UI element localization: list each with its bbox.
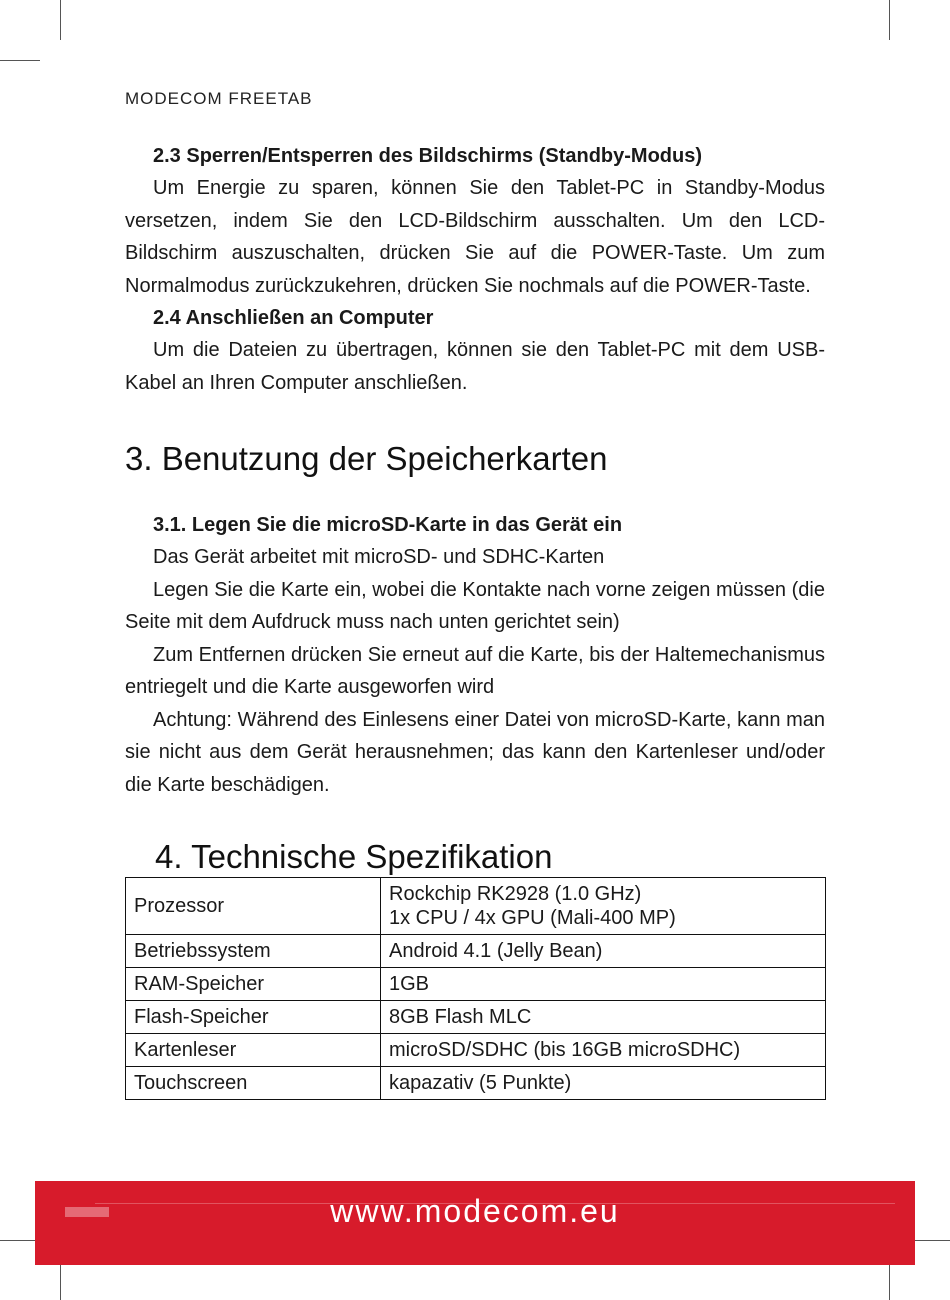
spec-label: Flash-Speicher	[126, 1001, 381, 1034]
section-2-3-title: 2.3 Sperren/Entsperren des Bildschirms (Standby-Modus)	[153, 145, 703, 167]
spec-value-line: microSD/SDHC (bis 16GB microSDHC)	[389, 1039, 741, 1061]
section-3-1-title: 3.1. Legen Sie die microSD-Karte in das Gerät ein	[153, 514, 623, 536]
spec-value	[381, 935, 826, 968]
page-content	[125, 140, 825, 1100]
table-row	[126, 935, 826, 968]
spec-value	[381, 1034, 826, 1067]
section-2-3-text: Um Energie zu sparen, können Sie den Tablet-PC in Standby-Modus versetzen, indem Sie den LCD-Bildschirm ausschalten. Um den LCD-Bildschirm auszuschalten, drücken Sie auf die POWER-Taste. Um zum Normalmodus zurückzukehren, drücken Sie nochmals auf die POWER-Taste.	[125, 177, 825, 297]
spec-value-line: 1GB	[389, 973, 430, 995]
spec-label: Kartenleser	[126, 1034, 381, 1067]
table-row	[126, 1034, 826, 1067]
spec-value-line: 8GB Flash MLC	[389, 1006, 532, 1028]
section-2-4-title: 2.4 Anschließen an Computer	[153, 307, 434, 329]
table-row	[126, 1067, 826, 1100]
section-3-1-paragraph: Das Gerät arbeitet mit microSD- und SDHC-Karten	[153, 546, 605, 568]
table-row	[126, 878, 826, 935]
crop-mark	[0, 1240, 40, 1241]
spec-value-line: kapazativ (5 Punkte)	[389, 1072, 572, 1094]
table-row	[126, 1001, 826, 1034]
crop-mark	[910, 1240, 950, 1241]
footer-url[interactable]: www.modecom.eu	[330, 1193, 620, 1229]
spec-value-line: 1x CPU / 4x GPU (Mali-400 MP)	[389, 907, 676, 929]
spec-value	[381, 968, 826, 1001]
page-header-brand: MODECOM FREETAB	[125, 89, 313, 108]
crop-mark	[889, 0, 890, 40]
spec-value	[381, 1001, 826, 1034]
section-3-1-paragraph: Zum Entfernen drücken Sie erneut auf die Karte, bis der Haltemechanismus entriegelt und die Karte ausgeworfen wird	[125, 643, 825, 698]
spec-label: Prozessor	[126, 878, 381, 935]
section-2-4-text: Um die Dateien zu übertragen, können sie den Tablet-PC mit dem USB-Kabel an Ihren Computer anschließen.	[125, 339, 825, 394]
section-3-1-paragraph: Legen Sie die Karte ein, wobei die Kontakte nach vorne zeigen müssen (die Seite mit dem Aufdruck muss nach unten gerichtet sein)	[125, 578, 825, 633]
crop-mark	[0, 60, 40, 61]
spec-table	[125, 877, 826, 1100]
spec-value-line: Rockchip RK2928 (1.0 GHz)	[389, 883, 642, 905]
crop-mark	[60, 0, 61, 40]
spec-label: RAM-Speicher	[126, 968, 381, 1001]
footer-banner	[35, 1181, 915, 1265]
chapter-3-title: 3. Benutzung der Speicherkarten	[125, 440, 608, 477]
spec-label: Betriebssystem	[126, 935, 381, 968]
section-3-1-paragraph: Achtung: Während des Einlesens einer Datei von microSD-Karte, kann man sie nicht aus dem Gerät herausnehmen; das kann den Kartenleser und/oder die Karte beschädigen.	[125, 708, 825, 796]
spec-value	[381, 1067, 826, 1100]
spec-value	[381, 878, 826, 935]
spec-value-line: Android 4.1 (Jelly Bean)	[389, 940, 603, 962]
table-row	[126, 968, 826, 1001]
chapter-4-title: 4. Technische Spezifikation	[155, 838, 553, 875]
spec-label: Touchscreen	[126, 1067, 381, 1100]
